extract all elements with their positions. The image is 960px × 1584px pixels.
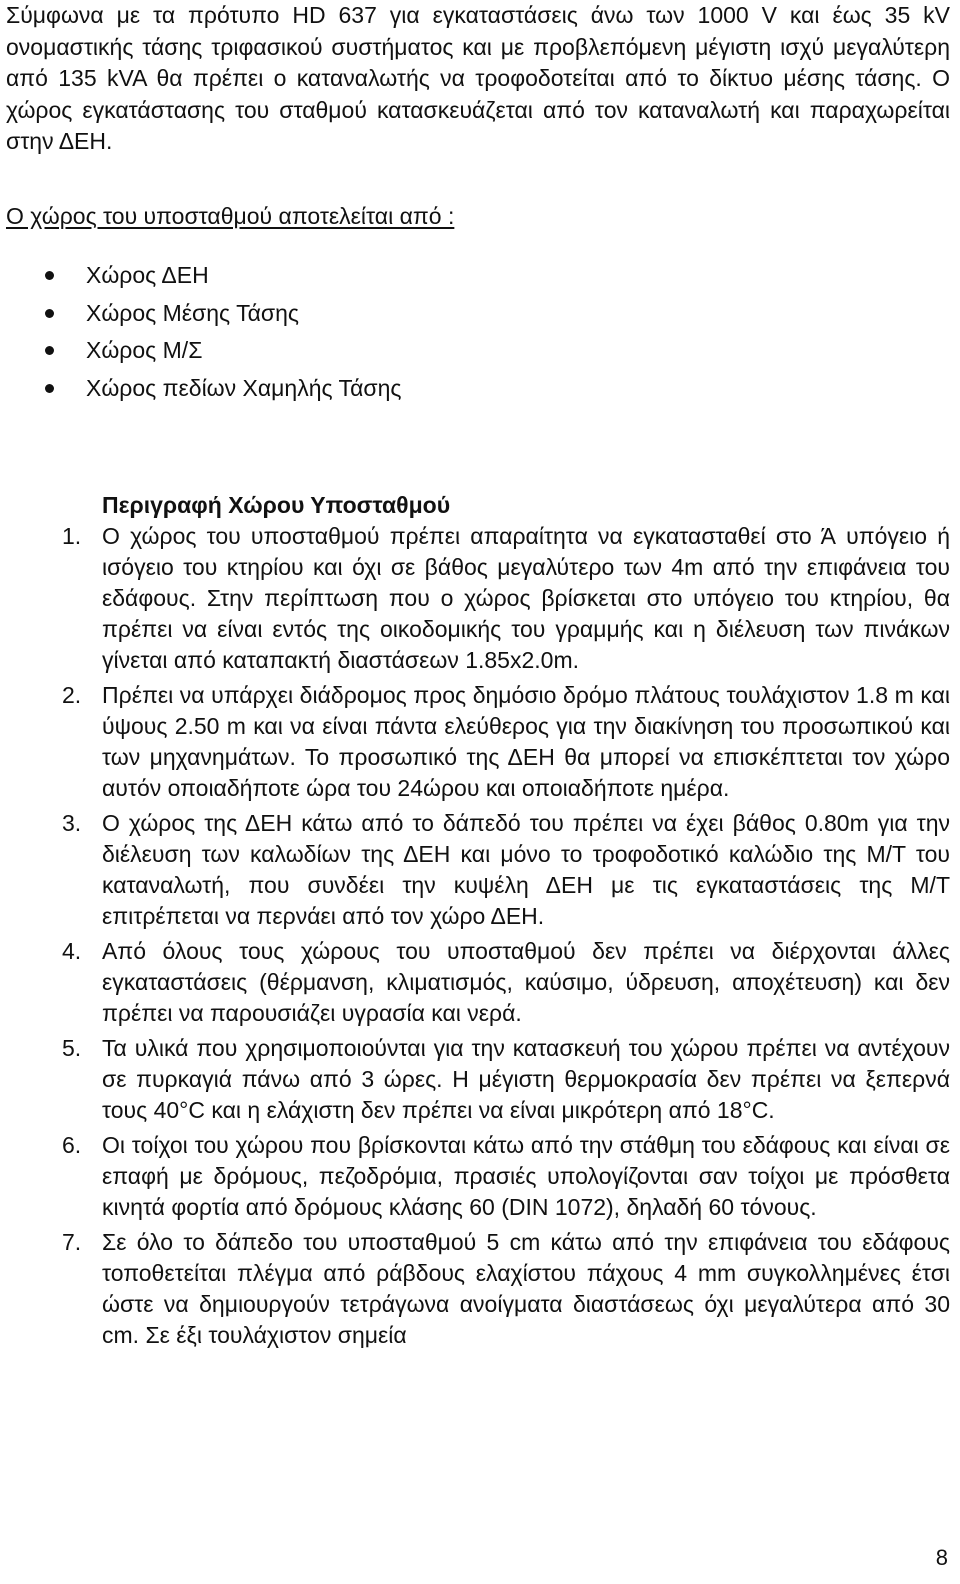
section-title: Περιγραφή Χώρου Υποσταθμού bbox=[102, 492, 451, 518]
item-text: Πρέπει να υπάρχει διάδρομος προς δημόσιο δρόμο πλάτους τουλάχιστον 1.8 m και ύψους 2.50 m και να είναι πάντα ελεύθερος για την διακίνηση του προσωπικού και των μηχανημάτων. Το προσωπικό της ΔΕΗ θα μπορεί να επισκέπτεται τον χώρο αυτόν οποιαδήποτε ώρα του 24ώρου και οποιαδήποτε ημέρα. bbox=[102, 682, 950, 801]
spaces-heading: Ο χώρος του υποσταθμού αποτελείται από : bbox=[6, 203, 455, 229]
list-item-label: Χώρος ΔΕΗ bbox=[86, 262, 209, 288]
list-item bbox=[0, 260, 401, 298]
bullet-icon bbox=[45, 271, 54, 280]
numbered-list bbox=[0, 521, 950, 1355]
item-text: Σε όλο το δάπεδο του υποσταθμού 5 cm κάτω από την επιφάνεια του εδάφους τοποθετείται πλέγμα από ράβδους ελαχίστου πάχους 4 mm συγκολλημένες έτσι ώστε να δημιουργούν τετράγωνα ανοίγματα διαστάσεως όχι μεγαλύτερα από 30 cm. Σε έξι τουλάχιστον σημεία bbox=[102, 1229, 950, 1348]
bullet-icon bbox=[45, 309, 54, 318]
item-number: 5. bbox=[62, 1035, 82, 1061]
item-text: Τα υλικά που χρησιμοποιούνται για την κατασκευή του χώρου πρέπει να αντέχουν σε πυρκαγιά πάνω από 3 ώρες. Η μέγιστη θερμοκρασία δεν πρέπει να ξεπερνά τους 40°C και η ελάχιστη δεν πρέπει να είναι μικρότερη από 18°C. bbox=[102, 1035, 950, 1123]
list-item-label: Χώρος πεδίων Χαμηλής Τάσης bbox=[86, 374, 402, 401]
item-text: Από όλους τους χώρους του υποσταθμού δεν πρέπει να διέρχονται άλλες εγκαταστάσεις (θέρμανση, κλιματισμός, καύσιμο, ύδρευση, αποχέτευση) και δεν πρέπει να παρουσιάζει υγρασία και νερά. bbox=[102, 938, 950, 1026]
list-item bbox=[0, 1130, 950, 1223]
intro-paragraph: Σύμφωνα με τα πρότυπο HD 637 για εγκαταστάσεις άνω των 1000 V και έως 35 kV ονομαστικής τάσης τριφασικού συστήματος και με προβλεπόμενη μέγιστη ισχύ μεγαλύτερη από 135 kVA θα πρέπει ο καταναλωτής να τροφοδοτείται από το δίκτυο μέσης τάσης. Ο χώρος εγκατάστασης του σταθμού κατασκευάζεται από τον καταναλωτή και παραχωρείται στην ΔΕΗ. bbox=[6, 2, 950, 154]
list-item-label: Χώρος Μέσης Τάσης bbox=[86, 299, 299, 326]
item-number: 7. bbox=[62, 1229, 82, 1255]
list-item bbox=[0, 298, 401, 336]
item-text: Ο χώρος της ΔΕΗ κάτω από το δάπεδό του πρέπει να έχει βάθος 0.80m για την διέλευση των καλωδίων της ΔΕΗ και μόνο το τροφοδοτικό καλώδιο της Μ/Τ του καταναλωτή, που συνδέει την κυψέλη ΔΕΗ με τις εγκαταστάσεις της Μ/Τ επιτρέπεται να περνάει από τον χώρο ΔΕΗ. bbox=[102, 810, 950, 929]
spaces-list bbox=[0, 260, 401, 410]
list-item bbox=[0, 808, 950, 932]
page-number: 8 bbox=[935, 1545, 948, 1570]
item-number: 6. bbox=[62, 1132, 82, 1158]
list-item-label: Χώρος Μ/Σ bbox=[86, 337, 203, 363]
item-number: 3. bbox=[62, 810, 82, 836]
item-number: 2. bbox=[62, 682, 82, 708]
list-item bbox=[0, 936, 950, 1029]
list-item bbox=[0, 373, 401, 411]
item-text: Οι τοίχοι του χώρου που βρίσκονται κάτω από την στάθμη του εδάφους και είναι σε επαφή με δρόμους, πεζοδρόμια, πρασιές υπολογίζονται σαν τοίχοι με πρόσθετα κινητά φορτία από δρόμους κλάσης 60 (DIN 1072), δηλαδή 60 τόνους. bbox=[102, 1132, 950, 1220]
list-item bbox=[0, 335, 401, 373]
list-item bbox=[0, 1033, 950, 1126]
list-item bbox=[0, 1227, 950, 1351]
item-text: Ο χώρος του υποσταθμού πρέπει απαραίτητα να εγκατασταθεί στο Ά υπόγειο ή ισόγειο του κτηρίου και όχι σε βάθος μεγαλύτερο των 4m από την επιφάνεια του εδάφους. Στην περίπτωση που ο χώρος βρίσκεται στο υπόγειο του κτηρίου, θα πρέπει να είναι εντός της οικοδομικής του γραμμής και η διέλευση των πινάκων γίνεται από καταπακτή διαστάσεων 1.85x2.0m. bbox=[102, 523, 950, 673]
bullet-icon bbox=[45, 346, 54, 355]
item-number: 1. bbox=[62, 523, 82, 549]
list-item bbox=[0, 680, 950, 804]
list-item bbox=[0, 521, 950, 676]
bullet-icon bbox=[45, 384, 54, 393]
item-number: 4. bbox=[62, 938, 82, 964]
